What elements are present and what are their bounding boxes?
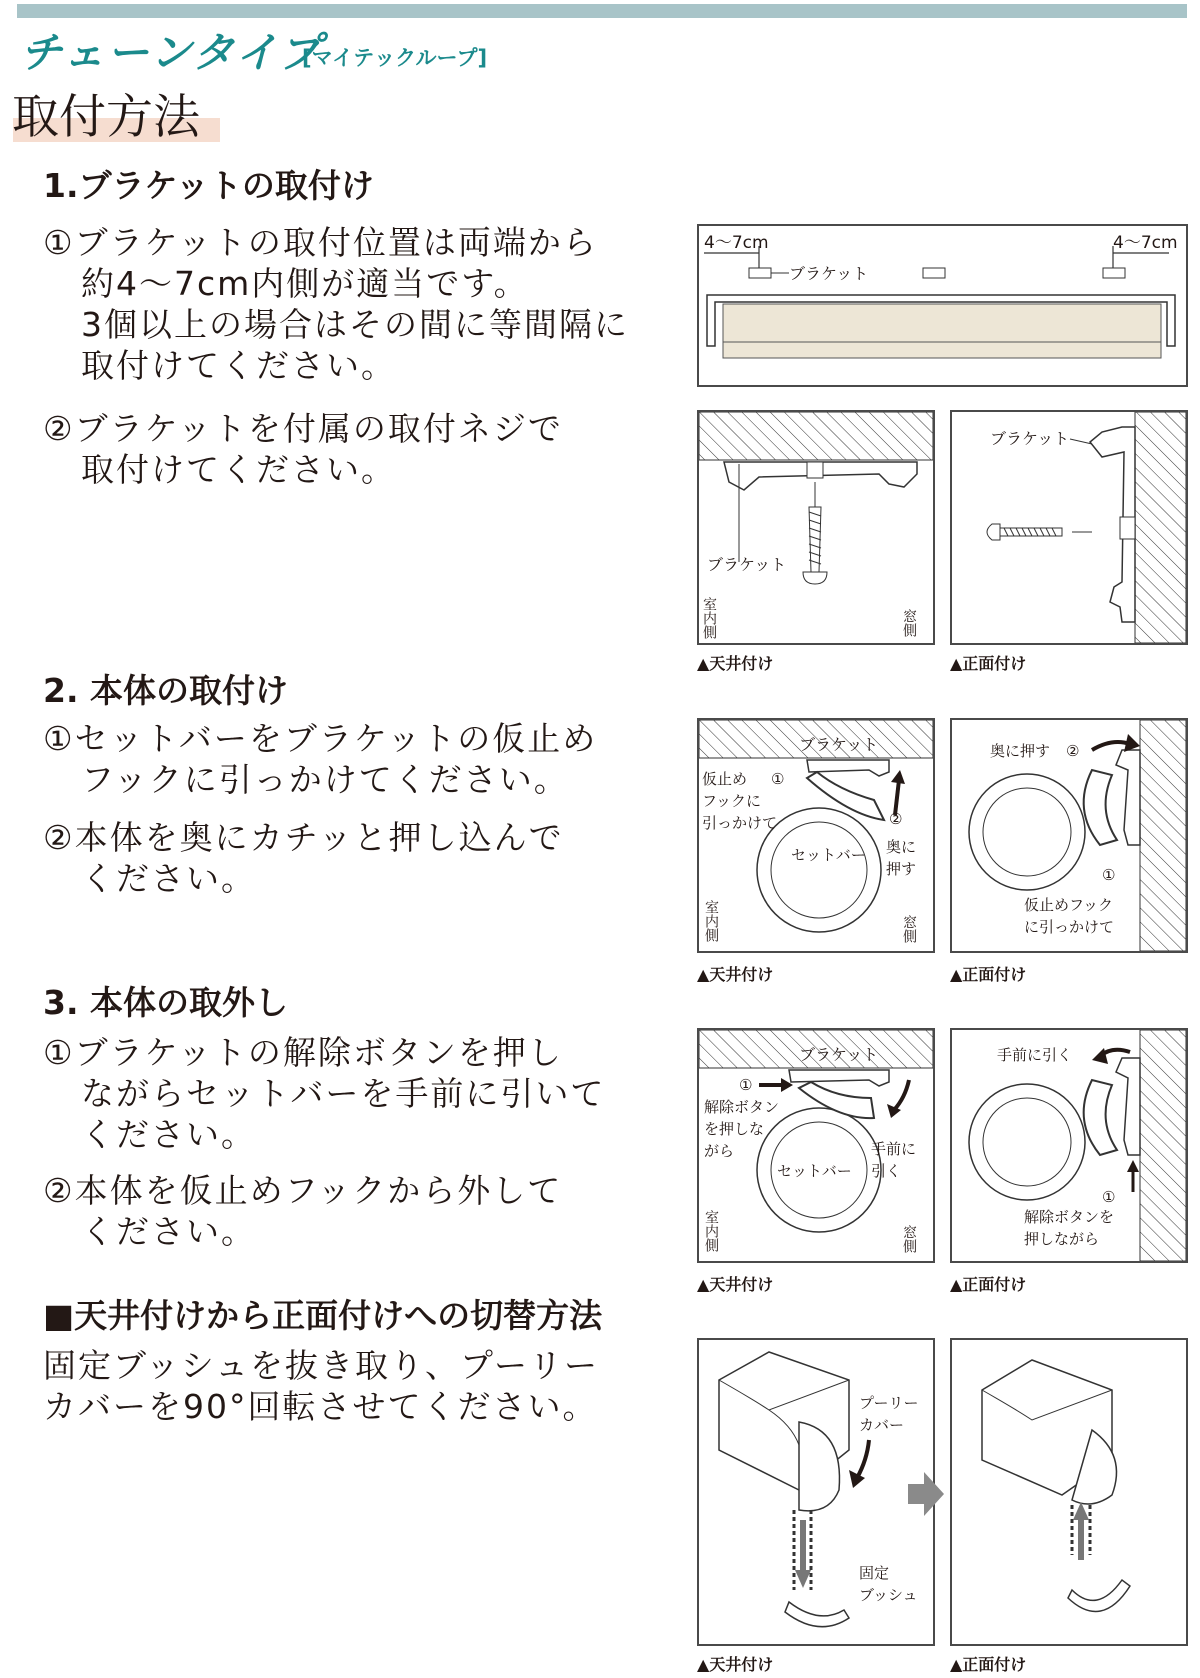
section-1-step-1 xyxy=(43,222,629,386)
pull-label-line: 手前に xyxy=(871,1140,917,1158)
text-line: 取付けてください。 xyxy=(81,450,396,489)
section-2-step-2 xyxy=(43,817,564,899)
setbar-label: セットバー xyxy=(777,1162,852,1180)
bracket-center xyxy=(923,268,945,278)
figure-1-front xyxy=(950,410,1188,645)
figure-2-front-drawing xyxy=(952,720,1186,951)
caption-ceiling-4: ▲天井付け xyxy=(697,1655,774,1674)
push-label-line: 押す xyxy=(886,860,917,878)
left-dimension-label: 4〜7cm xyxy=(704,233,769,253)
window-side-label: 窓側 xyxy=(901,915,917,943)
release-label-line: を押しな xyxy=(704,1120,765,1138)
figure-3-ceiling-drawing xyxy=(699,1030,933,1261)
indoor-side-label: 室内側 xyxy=(703,900,719,942)
bracket-label: ブラケット xyxy=(789,264,869,283)
push-label: 奥に押す xyxy=(990,742,1051,760)
cover-label-line: カバー xyxy=(859,1416,905,1434)
caption-front-1: ▲正面付け xyxy=(950,654,1027,673)
figure-2-ceiling-drawing xyxy=(699,720,933,951)
bracket-label: ブラケット xyxy=(707,555,787,574)
setbar xyxy=(1084,1080,1117,1155)
rotate-arrow xyxy=(857,1440,869,1478)
pull-label: 手前に引く xyxy=(997,1046,1073,1064)
bush-label-line: ブッシュ xyxy=(859,1586,918,1604)
hook-label-line: 引っかけて xyxy=(702,814,778,832)
caption-ceiling-1: ▲天井付け xyxy=(697,654,774,673)
figure-4-front xyxy=(950,1338,1188,1646)
section-3-title: 3. 本体の取外し xyxy=(43,983,288,1022)
text-line: 取付けてください。 xyxy=(81,346,396,385)
hook-label-line: 仮止めフック xyxy=(1024,896,1113,914)
figure-3-ceiling xyxy=(697,1028,935,1263)
fixed-bush xyxy=(1068,1580,1130,1611)
step-number-1: ① xyxy=(739,1076,753,1094)
section-3-step-2 xyxy=(43,1170,562,1252)
figure-4-ceiling xyxy=(697,1338,935,1646)
cover-label-line: プーリー xyxy=(859,1394,919,1412)
text-line: ②本体を仮止めフックから外して xyxy=(43,1171,563,1210)
wall-hatch xyxy=(1135,412,1186,643)
hook-label-line: フックに xyxy=(702,792,761,810)
step-number-1: ① xyxy=(1102,866,1116,884)
text-line: ①ブラケットの解除ボタンを押し xyxy=(43,1033,563,1072)
setbar-label: セットバー xyxy=(791,846,866,864)
hook-label-line: に引っかけて xyxy=(1024,918,1115,936)
release-label-line: がら xyxy=(704,1142,735,1160)
caption-front-2: ▲正面付け xyxy=(950,965,1027,984)
wall-hatch xyxy=(1140,720,1186,951)
text-line: ①ブラケットの取付位置は両端から xyxy=(43,223,598,262)
figure-2-ceiling xyxy=(697,718,935,953)
text-line: ください。 xyxy=(81,1115,256,1154)
section-2-step-1 xyxy=(43,718,597,800)
next-arrow-icon xyxy=(908,1472,944,1516)
figure-2-front xyxy=(950,718,1188,953)
figure-1-front-drawing xyxy=(952,412,1186,643)
caption-front-4: ▲正面付け xyxy=(950,1655,1027,1674)
bracket-left xyxy=(749,268,771,278)
release-label-line: 解除ボタン xyxy=(704,1098,780,1116)
step-number-2: ② xyxy=(1066,742,1080,760)
figure-3-front-drawing xyxy=(952,1030,1186,1261)
text-line: ②ブラケットを付属の取付ネジで xyxy=(43,409,563,448)
text-line: ①セットバーをブラケットの仮止め xyxy=(43,719,598,758)
ceiling-hatch xyxy=(699,412,933,460)
indoor-side-label: 室内側 xyxy=(703,1210,719,1252)
figure-1-ceiling-drawing xyxy=(699,412,933,643)
step-number-2: ② xyxy=(889,810,903,828)
bracket-label: ブラケット xyxy=(990,429,1070,448)
section-1-step-2 xyxy=(43,408,563,490)
fixed-bush xyxy=(785,1602,849,1627)
switch-method-title: ■天井付けから正面付けへの切替方法 xyxy=(43,1296,603,1335)
right-dimension-label: 4〜7cm xyxy=(1113,233,1178,253)
caption-ceiling-2: ▲天井付け xyxy=(697,965,774,984)
text-line: ②本体を奥にカチッと押し込んで xyxy=(43,818,564,857)
push-arrow xyxy=(1092,742,1130,750)
page-subtitle: [マイテックループ] xyxy=(302,46,488,70)
figure-bracket-positions-drawing xyxy=(699,226,1186,385)
bush-label-line: 固定 xyxy=(859,1564,890,1582)
bracket-right xyxy=(1103,268,1125,278)
section-heading: 取付方法 xyxy=(12,90,200,145)
text-line: 約4〜7cm内側が適当です。 xyxy=(81,264,529,303)
figure-1-ceiling xyxy=(697,410,935,645)
window-side-label: 窓側 xyxy=(901,1225,917,1253)
setbar xyxy=(1084,770,1117,845)
pull-label-line: 引く xyxy=(871,1162,902,1180)
text-line: ください。 xyxy=(81,859,256,898)
section-1-title: 1.ブラケットの取付け xyxy=(43,166,374,205)
text-line: ながらセットバーを手前に引いて xyxy=(81,1074,606,1113)
figure-bracket-positions xyxy=(697,224,1188,387)
next-arrow-icon-drawing xyxy=(908,1472,944,1516)
caption-ceiling-3: ▲天井付け xyxy=(697,1275,774,1294)
bracket-label: ブラケット xyxy=(799,1045,879,1064)
section-3-step-1 xyxy=(43,1032,605,1155)
switch-method-text xyxy=(43,1345,599,1427)
figure-4-ceiling-drawing xyxy=(699,1340,933,1644)
text-line: 3個以上の場合はその間に等間隔に xyxy=(81,305,629,344)
bracket-label: ブラケット xyxy=(799,735,879,754)
text-line: フックに引っかけてください。 xyxy=(81,760,569,799)
caption-front-3: ▲正面付け xyxy=(950,1275,1027,1294)
page-title: チェーンタイプ xyxy=(20,28,323,77)
step-number-1: ① xyxy=(771,770,785,788)
figure-3-front xyxy=(950,1028,1188,1263)
push-label-line: 奥に xyxy=(886,838,917,856)
window-side-label: 窓側 xyxy=(901,609,917,637)
indoor-side-label: 室内側 xyxy=(701,597,717,639)
text-line: カバーを90°回転させてください。 xyxy=(43,1387,598,1426)
text-line: 固定ブッシュを抜き取り、プーリー xyxy=(43,1346,600,1385)
release-label-line: 解除ボタンを xyxy=(1024,1208,1115,1226)
step-number-1: ① xyxy=(1102,1188,1116,1206)
pull-arrow xyxy=(894,1080,909,1110)
text-line: ください。 xyxy=(81,1212,256,1251)
figure-4-front-drawing xyxy=(952,1340,1186,1644)
roller-blind-fabric xyxy=(723,304,1161,342)
top-accent-bar xyxy=(17,4,1187,18)
release-label-line: 押しながら xyxy=(1024,1230,1100,1248)
hook-label-line: 仮止め xyxy=(702,770,748,788)
section-2-title: 2. 本体の取付け xyxy=(43,671,288,710)
wall-hatch xyxy=(1140,1030,1186,1261)
